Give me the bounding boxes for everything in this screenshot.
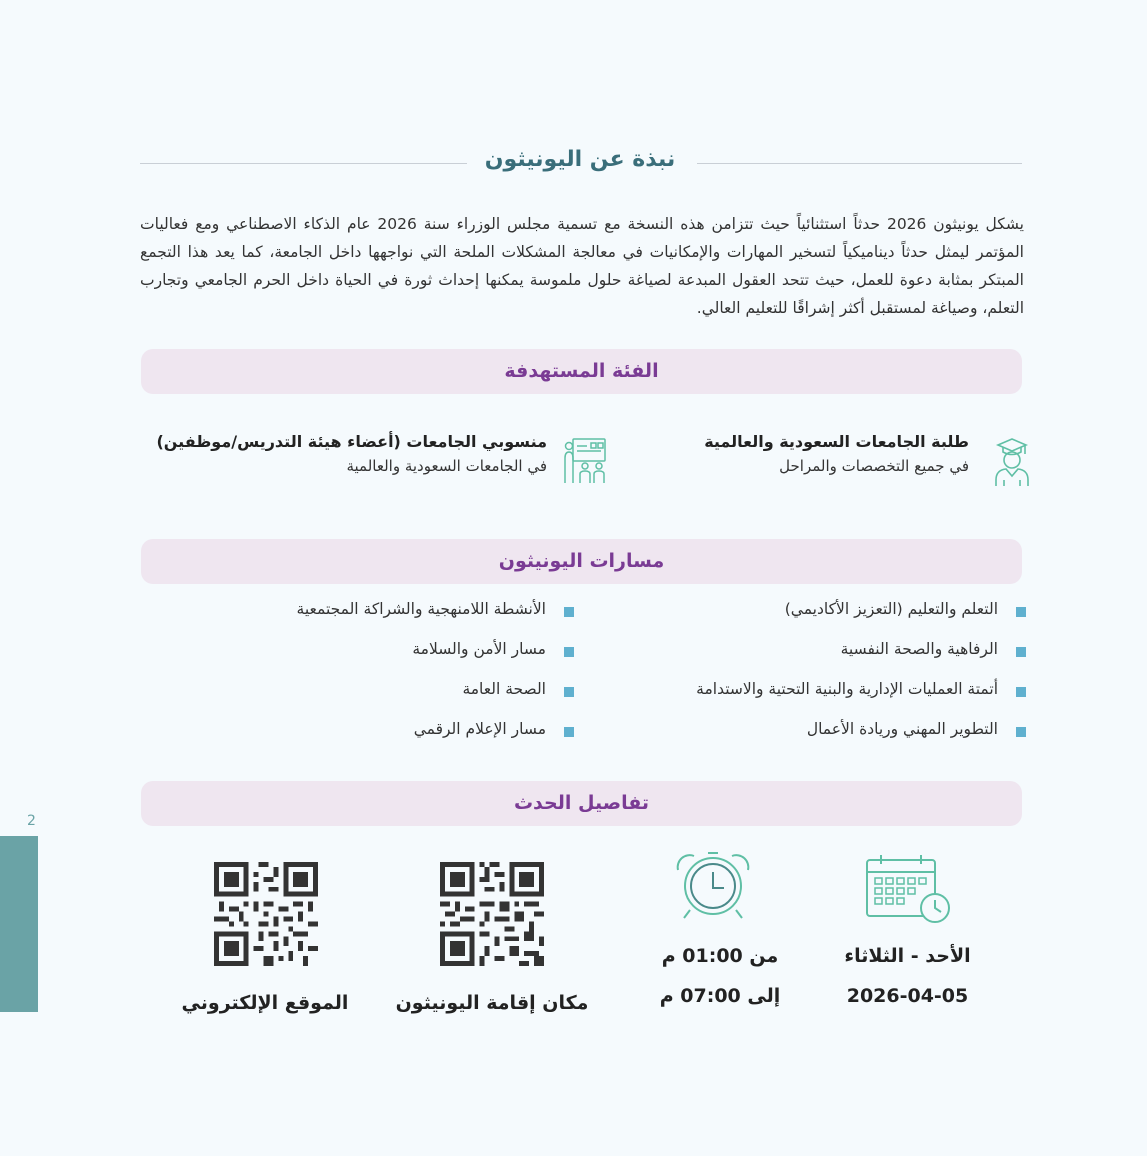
page-number: 2 xyxy=(27,813,36,829)
venue-label: مكان إقامة اليونيثون xyxy=(395,992,589,1014)
event-time xyxy=(630,936,810,1016)
list-item: الأنشطة اللامنهجية والشراكة المجتمعية xyxy=(297,600,574,640)
list-item: مسار الإعلام الرقمي xyxy=(297,720,574,760)
target-students xyxy=(687,432,1027,492)
target-students-subtitle: في جميع التخصصات والمراحل xyxy=(779,457,969,475)
target-staff-subtitle: في الجامعات السعودية والعالمية xyxy=(346,457,547,475)
divider-right xyxy=(697,163,1022,164)
target-staff xyxy=(139,432,609,492)
about-title: نبذة عن اليونيثون xyxy=(484,147,676,172)
calendar-icon xyxy=(865,852,953,932)
website-qr-code[interactable] xyxy=(214,862,318,966)
bullet-square-icon xyxy=(564,727,574,737)
list-item: الصحة العامة xyxy=(297,680,574,720)
divider-left xyxy=(140,163,467,164)
event-time-from: من 01:00 م xyxy=(661,945,779,967)
event-time-to: إلى 07:00 م xyxy=(659,985,781,1007)
bullet-square-icon xyxy=(1016,687,1026,697)
list-item: أتمتة العمليات الإدارية والبنية التحتية والاستدامة xyxy=(696,680,1026,720)
event-days: الأحد - الثلاثاء xyxy=(844,945,971,967)
venue-qr-code[interactable] xyxy=(440,862,544,966)
bullet-square-icon xyxy=(564,607,574,617)
bullet-square-icon xyxy=(564,687,574,697)
list-item: مسار الأمن والسلامة xyxy=(297,640,574,680)
website-label: الموقع الإلكتروني xyxy=(181,992,349,1014)
about-header xyxy=(140,143,1022,183)
bullet-square-icon xyxy=(1016,647,1026,657)
details-section-header: تفاصيل الحدث xyxy=(141,781,1022,826)
bullet-square-icon xyxy=(564,647,574,657)
graduate-icon xyxy=(992,436,1032,492)
target-staff-title: منسوبي الجامعات (أعضاء هيئة التدريس/موظفين) xyxy=(156,432,547,451)
tracks-list-left xyxy=(297,600,574,760)
target-section-header: الفئة المستهدفة xyxy=(141,349,1022,394)
staff-presentation-icon xyxy=(563,436,609,488)
bullet-square-icon xyxy=(1016,607,1026,617)
about-paragraph: يشكل يونيثون 2026 حدثاً استثنائياً حيث تتزامن هذه النسخة مع تسمية مجلس الوزراء سنة 2026 عام الذكاء الاصطناعي ومع فعاليات المؤتمر ليمثل حدثاً ديناميكياً لتسخير المهارات والإمكانيات في معالجة المشكلات الملحة التي نواجهها داخل الجامعة، كما يعد هذا التجمع المبتكر بمثابة دعوة للعمل، حيث تتحد العقول المبدعة لصياغة حلول ملموسة يمكنها إحداث ثورة في الحياة داخل الحرم الجامعي وتجارب التعلم، وصياغة لمستقبل أكثر إشراقًا للتعليم العالي. xyxy=(140,215,1024,317)
list-item: التطوير المهني وريادة الأعمال xyxy=(696,720,1026,760)
list-item: التعلم والتعليم (التعزيز الأكاديمي) xyxy=(696,600,1026,640)
alarm-clock-icon xyxy=(672,850,754,924)
side-tab xyxy=(0,836,38,1012)
event-dates xyxy=(820,936,995,1016)
tracks-section-header: مسارات اليونيثون xyxy=(141,539,1022,584)
target-students-title: طلبة الجامعات السعودية والعالمية xyxy=(704,432,969,451)
tracks-list-right xyxy=(696,600,1026,760)
event-date: 2026-04-05 xyxy=(846,985,969,1007)
list-item: الرفاهية والصحة النفسية xyxy=(696,640,1026,680)
bullet-square-icon xyxy=(1016,727,1026,737)
